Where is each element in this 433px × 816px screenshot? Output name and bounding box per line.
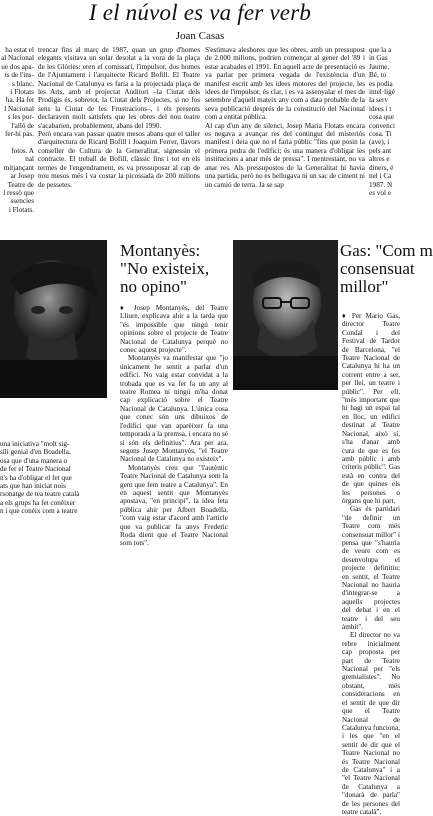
top-column-2 [205,46,365,238]
column-line: pels ant [369,146,392,155]
article-headline: I el núvol es va fer verb [88,0,312,25]
left-column-text-body: una iniciativa "molt sig- síli genial d'en Boadella, osa que d'una manera o de fer el Teatre Nacional n's ha d'obligar el fet que ats que han iniciat nois rsonatge de tea teatre català a els grups ha fet conèixer n i que conèix com a teatre [0,440,80,516]
column-line: ar Josep [10,172,34,181]
paragraph: Montanyès va manifestar que "jo únicament he sentit a parlar d'un edifici. No vaig estar convidat a la trobada que es va fer fa un any al teatre Romea ni ningú m'ha donat cap explicació sobre el Teatre Nacional de Catalunya. L'única cosa que conec són uns dibuixos de l'edifici que van aparèixer fa una temporada a la premsa, i encara no sé si són els definitius". Ara per ara, segons Josep Montanyès, "el Teatre Nacional de Catalunya no existeix". [120,354,228,464]
montanyes-body [120,304,228,548]
column-line: es podia [369,79,393,88]
column-line: Teatre de [7,180,34,189]
paragraph: Gas és partidari "de definir un Teatre com més consensuat millor" i pensa que "s'hauria de veure com es desenvolupa el projecte definitiu; en sentit, el Teatre Nacional no hauria d'integrar-se a aquells projectes del debat i en el teatre i del seu àmbit". [342,505,400,632]
column-line: l Nacional [4,104,34,113]
column-line: fotos. A [11,146,34,155]
column-line: es vol e [369,188,391,197]
gas-subhead-text: Gas: "Com m consensuat millor" [340,241,433,296]
left-column-text [0,440,110,516]
montanyes-subhead [120,242,235,302]
column-line: 1987. N [369,180,393,189]
column-line: idees i t [369,104,392,113]
column-line: l ressò que [3,188,34,197]
gas-body [238,312,400,816]
column-line: cosa que [369,113,394,122]
paragraph: ♦ Per Mario Gas, director Teatre Condal i del Festival de Tardor de Barcelona, "el Teatre Nacional de Catalunya hi ha un corrent entre a ser, per llei, un teatre i públic". Per ell, "més important que hi hagi un espai tal en lloc, un edifici destinat al Teatre Nacional, això sí, s'ha d'anar amb cura de que es fes amb públic i amb criteris públic". Gas està en contra del de que quines els les persones o òrgans que hi part. [342,312,400,505]
column-line: nel i Ca [369,172,392,181]
column-line: diners, é [369,163,394,172]
column-line: ue dos apa- [1,62,34,71]
column-line: i Flotats [10,88,34,97]
article-byline: Joan Casas [175,30,225,42]
paragraph: ♦ Josep Montanyès, del Teatre Lliure, explicava ahir a la tarda que "és impossible que ningú tenir opinions sobre el projecte de Teatre Nacional de Catalunya perquè no conec aquest projecte". [120,304,228,355]
column-line: altres e [369,155,390,164]
column-line [0,138,34,146]
column-line: (ave), i [369,138,390,147]
column-line: ha estat el [5,46,34,54]
top-column-2-text: S'estimava aleshores que les obres, amb un pressupost de 2.000 milions, podrien començar al gener del '89 i estar acabades el 1991. En aquell acte de presentació es va parlar per primera vegada de l'existència d'un manifest escrit amb les idees motores del projecte, les idees de l'impulsor, és clar, i es va assenyalar el mes de setembre d'aquell mateix any com a data probable de la seva publicació després de la constitució del Nacional com a entitat pública. Al cap d'un any de silenci, Josep Maria Flotats encara es negava a avançar res del contingut del misteriós manifest i deia que no el faria públic "fins que posin la primera pedra de l'edifici; és una manera d'obligar les institucions a anar més de pressa". I mentrestant, no va anar res. Als pressupostos de la Generalitat hi havia una partida, però no es bellugava ni un sac de ciment ni un camió de terra. Ja se sap [205,46,365,189]
column-line: cosa. Ti [369,130,392,139]
column-line: nal mitjançant [3,155,34,172]
top-column-0 [0,46,34,238]
column-line: s blanc, [12,79,34,88]
paragraph: El director no va rebre inicialment cap proposta per part de Teatre Nacional per "els gremialistes". No obstant, més consideracions en el sentit de que dir que el Teatre Nacional de Catalunya funciona, i les que "en el sentit de dir que el Teatre Nacional no és Teatre Nacional de Catalunya" i a "el Teatre Nacional de Catalunya a "donarà de parla" de les persones del teatre català". [342,631,400,816]
column-line: ha. Ha fet [5,96,34,105]
top-column-1-text: trencar fins al març de 1987, quan un grup d'homes elegants visitava un solar desolat a la vora de la plaça de les Glòries: eren el comissari, l'impulsor, dos homes de l'Ajuntament i l'arquitecte Ricard Bofill. El Teatre Nacional de Catalunya es faria a la projectada plaça de les Arts, amb el projectat Auditori –la Ciutat dels Prodigis és, sobretot, la Ciutat dels Projectes, si no fos sens la Ciutat de les Frustracions–, i els presents declaraven molt satisfets que les obres del nou teatre s'acabarien, probablement, abans del 1990. Però encara van passar quatre mesos abans que el taller d'arquitectura de Ricard Bofill i Joaquim Ferrer, llavors conseller de Cultura de la Generalitat, signessin el contracte. El treball de Bofill, clàssic fins i tot en els termes de l'engendrament, es va pressuposar al cap de nou mesos més i va costar la picossada de 200 milions de pessetes. [38,46,200,189]
top-column-3 [369,46,400,238]
column-line: convenci [369,121,395,130]
column-line: Jaume. [369,62,390,71]
montanyes-subhead-text: Montanyès: "No existeix, no opino" [120,241,210,296]
gas-subhead [340,241,433,302]
column-line: la serv [369,96,388,105]
column-line: ts de l'ins- [4,71,34,80]
column-line: l'alló de [11,121,34,130]
top-column-1 [38,46,200,238]
column-line: al Nacional [1,54,34,63]
column-line: Bé, to [369,71,387,80]
column-line: s les por- [7,113,34,122]
column-line: i Flotats. [8,205,34,214]
left-portrait-photo [0,240,107,398]
column-line: in Gas [369,54,388,63]
column-line: ssencies [10,197,34,206]
paragraph: Montanyès creu que "l'autèntic Teatre Nacional de Catalunya som la gent que fem teatre a Catalunya". En en aquest sentit que Montanyès apostava, "en principi", la idea feta pública ahir per Albert Boadella, "com vaig estar d'acord amb l'article que va publicar fa anys Frederic Roda dient que el Teatre Nacional som tots". [120,463,228,548]
column-line: fer-hi pas. [5,130,34,139]
portrait-image [0,240,107,398]
column-line: intel·ligè [369,88,395,97]
column-line: que la a [369,46,392,54]
